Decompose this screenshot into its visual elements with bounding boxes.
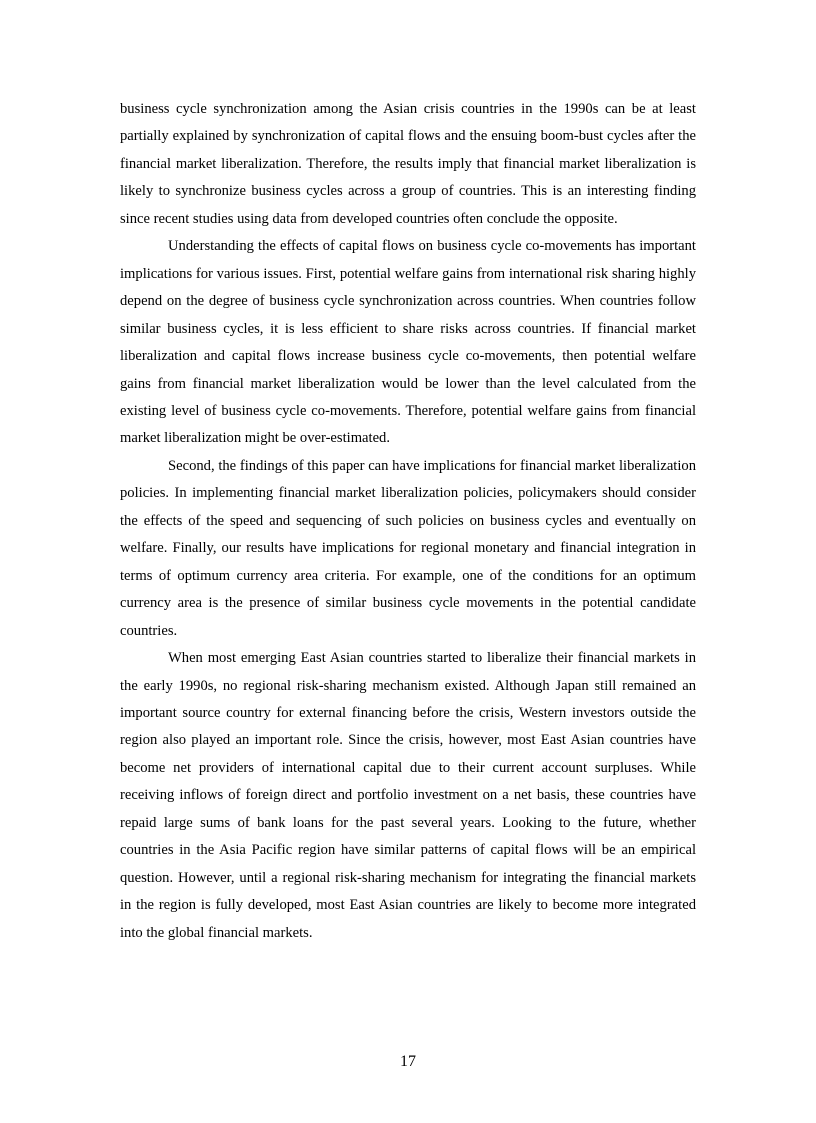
- paragraph-policy-implications: Second, the findings of this paper can have implications for financial market liberalization policies. In implementing financial market liberalization policies, policymakers should consider the effects of the speed and sequencing of such policies on business cycles and eventually on welfare. Finally, our results have implications for regional monetary and financial integration in terms of optimum currency area criteria. For example, one of the conditions for an optimum currency area is the presence of similar business cycle movements in the potential candidate countries.: [120, 457, 696, 639]
- document-body: [120, 96, 696, 947]
- paragraph-east-asia-outlook: When most emerging East Asian countries started to liberalize their financial markets in the early 1990s, no regional risk-sharing mechanism existed. Although Japan still remained an important source country for external financing before the crisis, Western investors outside the region also played an important role. Since the crisis, however, most East Asian countries have become net providers of international capital due to their current account surpluses. While receiving inflows of foreign direct and portfolio investment on a net basis, these countries have repaid large sums of bank loans for the past several years. Looking to the future, whether countries in the Asia Pacific region have similar patterns of capital flows will be an empirical question. However, until a regional risk-sharing mechanism for integrating the financial markets in the region is fully developed, most East Asian countries are likely to become more integrated into the global financial markets.: [120, 650, 696, 941]
- page-number: 17: [400, 1053, 416, 1070]
- paragraph-continued: business cycle synchronization among the Asian crisis countries in the 1990s can be at least partially explained by synchronization of capital flows and the ensuing boom-bust cycles after the financial market liberalization. Therefore, the results imply that financial market liberalization is likely to synchronize business cycles across a group of countries. This is an interesting finding since recent studies using data from developed countries often conclude the opposite.: [120, 101, 696, 227]
- paragraph-capital-flows-implications: Understanding the effects of capital flows on business cycle co-movements has important implications for various issues. First, potential welfare gains from international risk sharing highly depend on the degree of business cycle synchronization across countries. When countries follow similar business cycles, it is less efficient to share risks across countries. If financial market liberalization and capital flows increase business cycle co-movements, then potential welfare gains from financial market liberalization would be lower than the level calculated from the existing level of business cycle co-movements. Therefore, potential welfare gains from financial market liberalization might be over-estimated.: [120, 238, 696, 447]
